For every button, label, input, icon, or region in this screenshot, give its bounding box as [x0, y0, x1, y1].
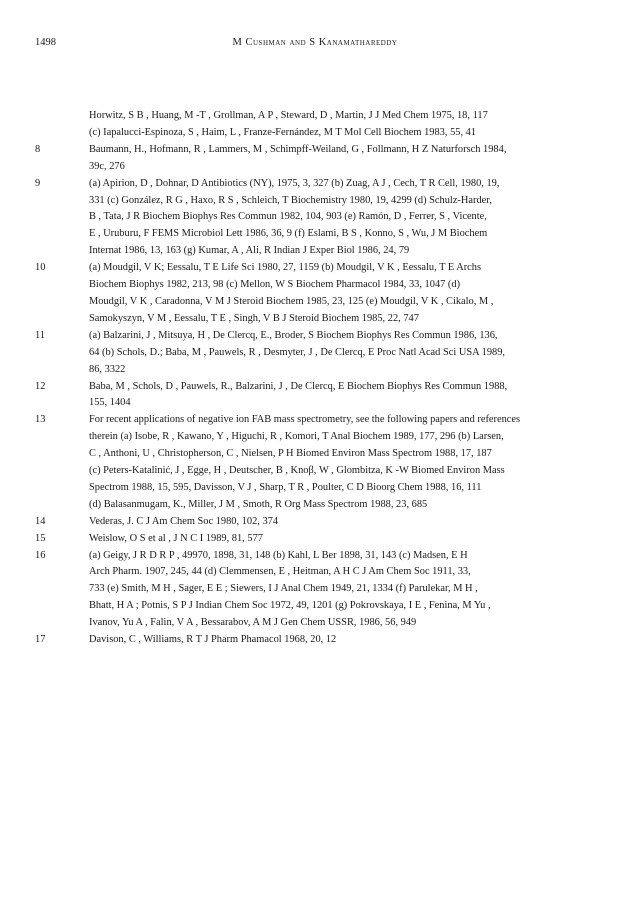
reference-line: Moudgil, V K , Caradonna, V M J Steroid Biochem 1985, 23, 125 (e) Moudgil, V K , Cikalo, M ,	[89, 295, 494, 307]
reference-number: 17	[35, 634, 46, 646]
reference-line: therein (a) Isobe, R , Kawano, Y , Higuchi, R , Komori, T Anal Biochem 1989, 177, 296 (b) Larsen,	[89, 431, 504, 443]
reference-line: Horwitz, S B , Huang, M -T , Grollman, A P , Steward, D , Martin, J J Med Chem 1975, 18, 117	[89, 110, 488, 121]
page-number: 1498	[35, 37, 56, 48]
reference-line: 733 (e) Smith, M H , Sager, E E ; Siewers, I J Anal Chem 1949, 21, 1334 (f) Parulekar, M H ,	[89, 583, 478, 595]
reference-line: 86, 3322	[89, 363, 126, 375]
reference-line: Baba, M , Schols, D , Pauwels, R., Balzarini, J , De Clercq, E Biochem Biophys Res Commun 1988,	[89, 380, 508, 392]
reference-item	[35, 260, 595, 328]
reference-number: 9	[35, 177, 41, 189]
reference-line: 331 (c) González, R G , Haxo, R S , Schleich, T Biochemistry 1980, 19, 4299 (d) Schulz-Harder,	[89, 194, 492, 206]
reference-number: 14	[35, 515, 46, 527]
reference-line: Spectrom 1988, 15, 595, Davisson, V J , Sharp, T R , Poulter, C D Bioorg Chem 1988, 16, 111	[89, 481, 482, 493]
reference-line: For recent applications of negative ion FAB mass spectrometry, see the following papers and references	[89, 414, 521, 426]
reference-text	[89, 632, 595, 649]
reference-text	[89, 142, 595, 176]
reference-item	[35, 412, 595, 513]
reference-text	[89, 108, 595, 142]
reference-line: Biochem Biophys 1982, 213, 98 (c) Mellon, W S Biochem Pharmacol 1984, 33, 1047 (d)	[89, 279, 461, 291]
reference-item	[35, 379, 595, 413]
reference-line: Bhatt, H A ; Potnis, S P J Indian Chem Soc 1972, 49, 1201 (g) Pokrovskaya, I E , Fenina, M Yu ,	[89, 600, 491, 612]
reference-line: 64 (b) Schols, D.; Baba, M , Pauwels, R , Desmyter, J , De Clercq, E Proc Natl Acad Sci USA 1989,	[89, 346, 506, 358]
reference-text	[89, 328, 595, 379]
reference-text	[89, 260, 595, 328]
reference-text	[89, 514, 595, 531]
reference-text	[89, 531, 595, 548]
reference-line: Arch Pharm. 1907, 245, 44 (d) Clemmensen, E , Heitman, A H C J Am Chem Soc 1911, 33,	[89, 566, 471, 578]
reference-line: Samokyszyn, V M , Eessalu, T E , Singh, V B J Steroid Biochem 1985, 22, 747	[89, 312, 419, 324]
reference-text	[89, 379, 595, 413]
reference-item	[35, 514, 595, 531]
reference-text	[89, 176, 595, 261]
reference-item	[35, 548, 595, 633]
reference-number: 12	[35, 380, 46, 392]
reference-item	[35, 142, 595, 176]
reference-line: (a) Balzarini, J , Mitsuya, H , De Clercq, E., Broder, S Biochem Biophys Res Commun 1986, 136,	[89, 329, 498, 341]
reference-line: (c) Iapalucci-Espinoza, S , Haim, L , Franze-Fernández, M T Mol Cell Biochem 1983, 55, 41	[89, 126, 477, 138]
reference-line: (a) Apirion, D , Dohnar, D Antibiotics (NY), 1975, 3, 327 (b) Zuag, A J , Cech, T R Cell, 1980, 19,	[89, 177, 500, 189]
reference-line: Baumann, H., Hofmann, R , Lammers, M , Schimpff-Weiland, G , Follmann, H Z Naturforsch 1984,	[89, 143, 507, 155]
reference-line: C , Anthoni, U , Christopherson, C , Nielsen, P H Biomed Environ Mass Spectrom 1988, 17, 187	[89, 448, 492, 460]
reference-item	[35, 176, 595, 261]
reference-line: B , Tata, J R Biochem Biophys Res Commun 1982, 104, 903 (e) Ramón, D , Ferrer, S , Vicente,	[89, 211, 487, 223]
reference-number: 8	[35, 143, 41, 155]
reference-line: Vederas, J. C J Am Chem Soc 1980, 102, 374	[89, 515, 279, 527]
reference-number: 13	[35, 414, 46, 426]
reference-number: 15	[35, 532, 46, 544]
reference-list	[35, 108, 595, 649]
reference-line: Ivanov, Yu A , Falin, V A , Bessarabov, A M J Gen Chem USSR, 1986, 56, 949	[89, 617, 417, 629]
reference-item	[35, 108, 595, 142]
reference-number: 10	[35, 262, 46, 274]
reference-text	[89, 412, 595, 513]
reference-item	[35, 328, 595, 379]
page-header	[35, 37, 595, 53]
reference-item	[35, 531, 595, 548]
reference-line: 39c, 276	[89, 160, 125, 172]
reference-line: (c) Peters-Katalinić, J , Egge, H , Deutscher, B , Knoβ, W , Glombitza, K -W Biomed Environ Mass	[89, 465, 505, 477]
reference-number: 11	[35, 329, 46, 341]
reference-line: Davison, C , Williams, R T J Pharm Phamacol 1968, 20, 12	[89, 634, 337, 646]
reference-line: Internat 1986, 13, 163 (g) Kumar, A , Ali, R Indian J Exper Biol 1986, 24, 79	[89, 245, 410, 257]
reference-item	[35, 632, 595, 649]
reference-line: E , Uruburu, F FEMS Microbiol Lett 1986, 36, 9 (f) Eslami, B S , Konno, S , Wu, J M Biochem	[89, 228, 488, 240]
reference-number: 16	[35, 549, 46, 561]
reference-line: (a) Geigy, J R D R P , 49970, 1898, 31, 148 (b) Kahl, L Ber 1898, 31, 143 (c) Madsen, E H	[89, 549, 468, 561]
reference-line: (a) Moudgil, V K; Eessalu, T E Life Sci 1980, 27, 1159 (b) Moudgil, V K , Eessalu, T E Archs	[89, 262, 482, 274]
running-head: M Cushman and S Kanamathareddy	[232, 37, 398, 48]
reference-line: Weislow, O S et al , J N C I 1989, 81, 577	[89, 532, 263, 544]
reference-text	[89, 548, 595, 633]
reference-line: 155, 1404	[89, 397, 131, 409]
reference-line: (d) Balasanmugam, K., Miller, J M , Smoth, R Org Mass Spectrom 1988, 23, 685	[89, 498, 428, 510]
